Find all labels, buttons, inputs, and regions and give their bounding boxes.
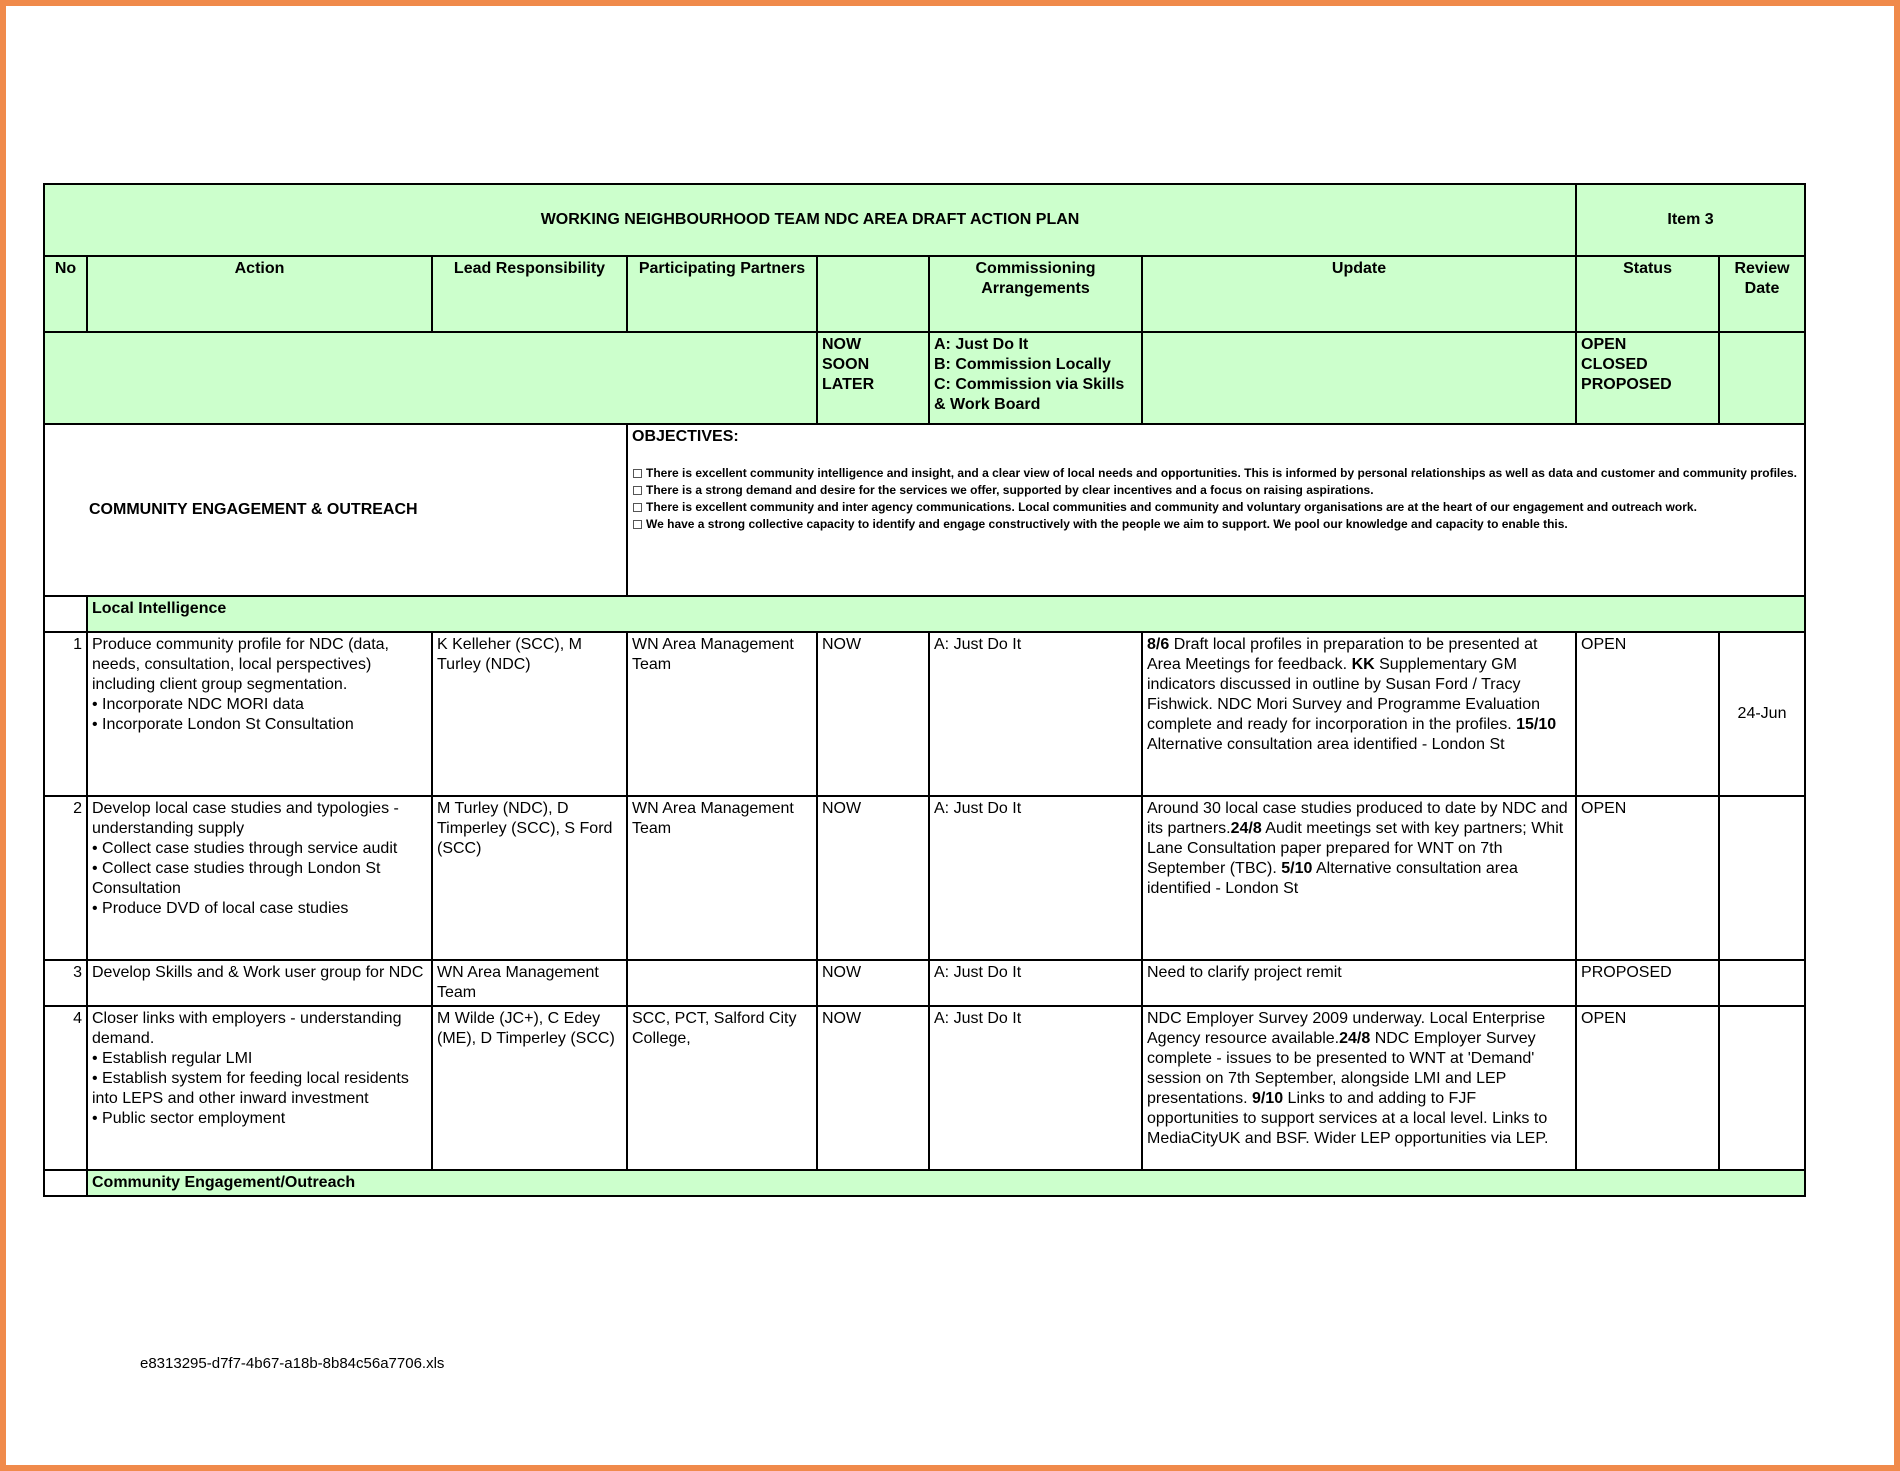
row-status: PROPOSED	[1576, 960, 1719, 1006]
update-text: Alternative consultation area identified - London St	[1147, 736, 1505, 753]
row-review-date	[1719, 1006, 1805, 1170]
row-number: 2	[44, 796, 87, 960]
header-update: Update	[1142, 256, 1576, 332]
column-header-row	[44, 256, 1805, 332]
row-timing: NOW	[817, 796, 929, 960]
header-review: Review Date	[1719, 256, 1805, 332]
row-action	[87, 960, 432, 1006]
legend-status-open: OPEN	[1581, 336, 1627, 353]
objective-item: There is excellent community and inter agency communications. Local communities and community and voluntary organisations are at the heart of our engagement and outreach work.	[632, 499, 1800, 516]
legend-timing	[817, 332, 929, 424]
row-action-text: Develop local case studies and typologies - understanding supply	[92, 800, 399, 837]
update-date-marker: 15/10	[1516, 716, 1557, 733]
subhead-local-intelligence: Local Intelligence	[87, 596, 1805, 632]
row-lead: M Wilde (JC+), C Edey (ME), D Timperley (SCC)	[432, 1006, 627, 1170]
update-date-marker: 8/6	[1147, 636, 1170, 653]
header-status: Status	[1576, 256, 1719, 332]
table-row	[44, 960, 1805, 1006]
row-action-text: Develop Skills and & Work user group for NDC	[92, 964, 424, 981]
legend-status-closed: CLOSED	[1581, 356, 1648, 373]
row-timing: NOW	[817, 632, 929, 796]
objectives-list	[632, 465, 1800, 533]
row-action-bullet: • Incorporate NDC MORI data	[92, 695, 427, 715]
update-date-marker: 5/10	[1281, 860, 1313, 877]
row-status: OPEN	[1576, 796, 1719, 960]
row-action-bullet: • Collect case studies through service audit	[92, 839, 427, 859]
legend-blank	[44, 332, 817, 424]
legend-commission-a: A: Just Do It	[934, 336, 1029, 353]
legend-timing-now: NOW	[822, 336, 862, 353]
legend-commission-b: B: Commission Locally	[934, 356, 1111, 373]
objective-item: There is excellent community intelligence and insight, and a clear view of local needs and opportunities. This is informed by personal relationships as well as data and customer and community profiles.	[632, 465, 1800, 482]
row-commissioning: A: Just Do It	[929, 960, 1142, 1006]
header-commissioning: Commissioning Arrangements	[929, 256, 1142, 332]
row-action	[87, 1006, 432, 1170]
row-update	[1142, 632, 1576, 796]
row-commissioning: A: Just Do It	[929, 1006, 1142, 1170]
legend-review-blank	[1719, 332, 1805, 424]
section-name: COMMUNITY ENGAGEMENT & OUTREACH	[44, 424, 627, 596]
objectives-cell	[627, 424, 1805, 596]
row-partners: WN Area Management Team	[627, 796, 817, 960]
header-partners: Participating Partners	[627, 256, 817, 332]
header-timing	[817, 256, 929, 332]
update-text: NDC Employer Survey complete - issues to be presented to WNT at 'Demand' session on 7th September, alongside LMI and LEP presentations.	[1147, 1030, 1536, 1107]
update-text: Around 30 local case studies produced to date by NDC and its partners.	[1147, 800, 1568, 837]
update-text: Draft local profiles in preparation to be presented at Area Meetings for feedback.	[1147, 636, 1538, 673]
legend-commissioning	[929, 332, 1142, 424]
update-date-marker: KK	[1351, 656, 1375, 673]
update-date-marker: 24/8	[1339, 1030, 1371, 1047]
table-row	[44, 796, 1805, 960]
row-action-bullet: • Incorporate London St Consultation	[92, 715, 427, 735]
action-plan-table	[43, 183, 1806, 1197]
row-partners	[627, 960, 817, 1006]
file-name: e8313295-d7f7-4b67-a18b-8b84c56a7706.xls	[140, 1355, 445, 1372]
row-action	[87, 632, 432, 796]
row-partners: SCC, PCT, Salford City College,	[627, 1006, 817, 1170]
row-number: 4	[44, 1006, 87, 1170]
row-action-bullet: • Establish regular LMI	[92, 1049, 427, 1069]
row-number: 1	[44, 632, 87, 796]
row-update	[1142, 796, 1576, 960]
legend-status	[1576, 332, 1719, 424]
objective-item: There is a strong demand and desire for the services we offer, supported by clear incentives and a focus on raising aspirations.	[632, 482, 1800, 499]
header-lead: Lead Responsibility	[432, 256, 627, 332]
row-update	[1142, 960, 1576, 1006]
row-timing: NOW	[817, 960, 929, 1006]
row-lead: K Kelleher (SCC), M Turley (NDC)	[432, 632, 627, 796]
legend-update-blank	[1142, 332, 1576, 424]
update-text: Audit meetings set with key partners; Whit Lane Consultation paper prepared for WNT on 7th September (TBC).	[1147, 820, 1564, 877]
row-action-bullet: • Produce DVD of local case studies	[92, 899, 427, 919]
update-date-marker: 9/10	[1251, 1090, 1284, 1107]
item-label: Item 3	[1576, 184, 1805, 256]
row-action-bullet: • Collect case studies through London St Consultation	[92, 859, 427, 899]
legend-commission-c: C: Commission via Skills & Work Board	[934, 376, 1125, 413]
row-lead: WN Area Management Team	[432, 960, 627, 1006]
row-action	[87, 796, 432, 960]
row-update	[1142, 1006, 1576, 1170]
row-action-text: Closer links with employers - understanding demand.	[92, 1010, 402, 1047]
update-date-marker: 24/8	[1230, 820, 1262, 837]
row-commissioning: A: Just Do It	[929, 796, 1142, 960]
header-action: Action	[87, 256, 432, 332]
update-text: Need to clarify project remit	[1147, 964, 1342, 981]
document-title: WORKING NEIGHBOURHOOD TEAM NDC AREA DRAFT ACTION PLAN	[44, 184, 1576, 256]
objective-item: We have a strong collective capacity to identify and engage constructively with the people we aim to support. We pool our knowledge and capacity to enable this.	[632, 516, 1800, 533]
row-action-bullet: • Public sector employment	[92, 1109, 427, 1129]
row-action-bullet: • Establish system for feeding local residents into LEPS and other inward investment	[92, 1069, 427, 1109]
subhead-community-engagement: Community Engagement/Outreach	[87, 1170, 1805, 1196]
row-review-date: 24-Jun	[1719, 632, 1805, 796]
update-text: Alternative consultation area identified - London St	[1147, 860, 1518, 897]
subhead-blank	[44, 596, 87, 632]
row-review-date	[1719, 796, 1805, 960]
row-review-date	[1719, 960, 1805, 1006]
section-row	[44, 424, 1805, 596]
header-no: No	[44, 256, 87, 332]
update-text: Links to and adding to FJF opportunities to support services at a local level. Links to MediaCityUK and BSF. Wider LEP opportunities via LEP.	[1147, 1090, 1549, 1147]
row-lead: M Turley (NDC), D Timperley (SCC), S Ford (SCC)	[432, 796, 627, 960]
row-status: OPEN	[1576, 632, 1719, 796]
legend-timing-soon: SOON	[822, 356, 870, 373]
subhead-blank	[44, 1170, 87, 1196]
row-commissioning: A: Just Do It	[929, 632, 1142, 796]
row-number: 3	[44, 960, 87, 1006]
subhead-community-engagement-row	[44, 1170, 1805, 1196]
legend-timing-later: LATER	[822, 376, 875, 393]
subhead-local-intelligence-row	[44, 596, 1805, 632]
table-row	[44, 632, 1805, 796]
row-timing: NOW	[817, 1006, 929, 1170]
update-text: Supplementary GM indicators discussed in outline by Susan Ford / Tracy Fishwick. NDC Mori Survey and Programme Evaluation complete and ready for incorporation in the profiles.	[1147, 656, 1541, 733]
objectives-heading: OBJECTIVES:	[632, 428, 739, 445]
row-partners: WN Area Management Team	[627, 632, 817, 796]
legend-row	[44, 332, 1805, 424]
legend-status-proposed: PROPOSED	[1581, 376, 1672, 393]
row-status: OPEN	[1576, 1006, 1719, 1170]
row-action-text: Produce community profile for NDC (data, needs, consultation, local perspectives) including client group segmentation.	[92, 636, 389, 693]
table-row	[44, 1006, 1805, 1170]
update-text: NDC Employer Survey 2009 underway. Local Enterprise Agency resource available.	[1147, 1010, 1546, 1047]
